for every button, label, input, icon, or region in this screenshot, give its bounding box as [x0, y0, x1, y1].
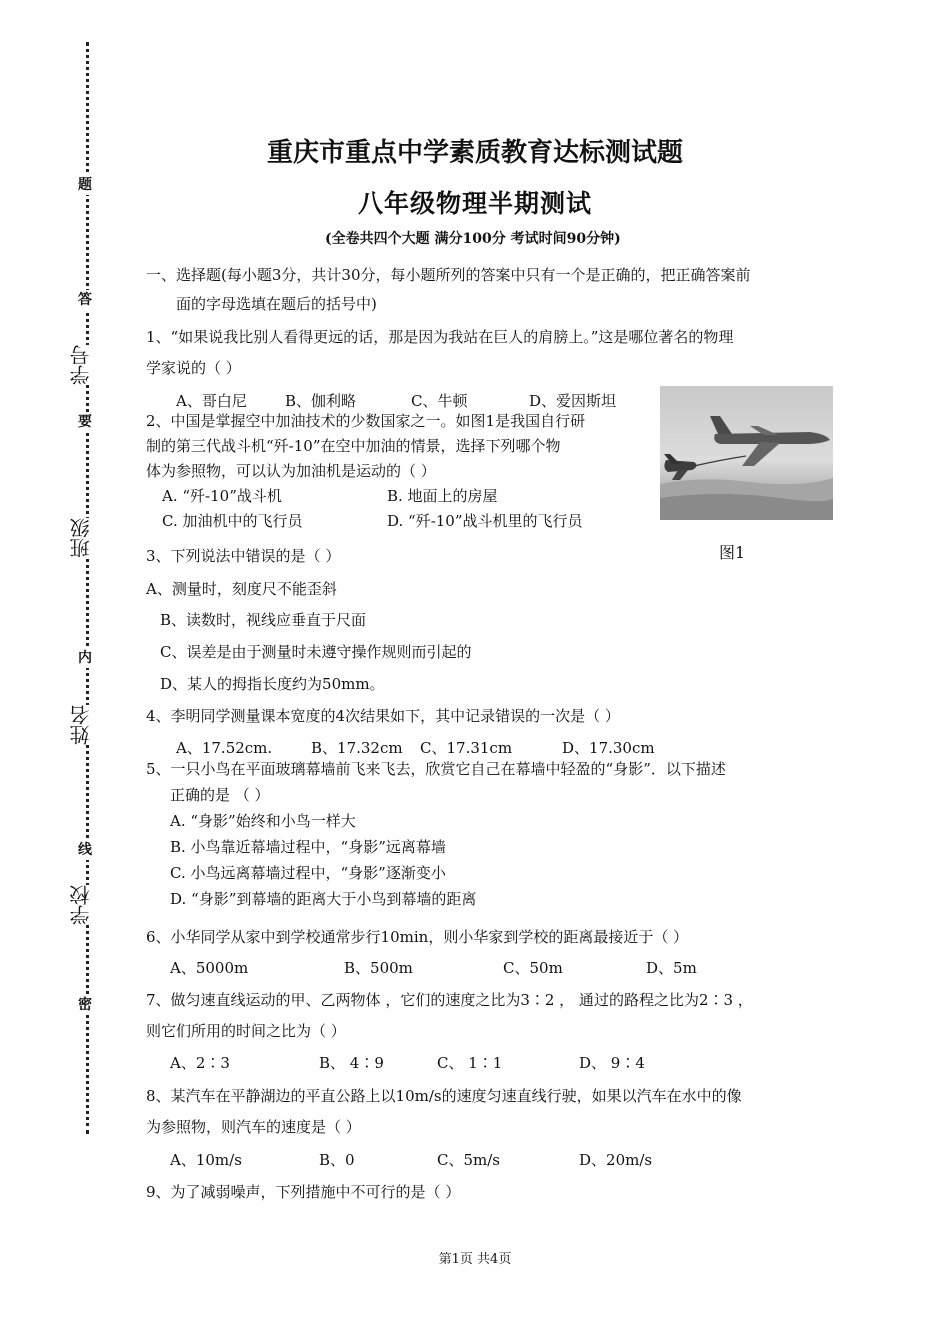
q6-option-d: D、5m — [646, 959, 697, 977]
q7-option-b: B、 4∶9 — [319, 1054, 384, 1072]
q8-option-d: D、20m/s — [579, 1151, 653, 1169]
q6-option-a: A、5000m — [170, 959, 249, 977]
question-2-cont2: 体为参照物，可以认为加油机是运动的（ ） — [146, 462, 436, 480]
question-7-cont: 则它们所用的时间之比为（ ） — [146, 1022, 346, 1040]
q2-option-c: C. 加油机中的飞行员 — [162, 512, 303, 530]
q1-option-a: A、哥白尼 — [176, 392, 247, 410]
q5-option-c: C. 小鸟远离幕墙过程中，“身影”逐渐变小 — [170, 864, 446, 882]
q4-option-c: C、17.31cm — [420, 739, 513, 757]
q2-option-b: B. 地面上的房屋 — [387, 487, 498, 505]
exam-subtitle: 八年级物理半期测试 — [357, 189, 592, 218]
question-3: 3、下列说法中错误的是（ ） — [146, 547, 341, 565]
q3-option-c: C、误差是由于测量时未遵守操作规则而引起的 — [160, 643, 472, 661]
binding-char-nei: 内 — [78, 650, 92, 666]
q5-option-b: B. 小鸟靠近幕墙过程中，“身影”远离幕墙 — [170, 838, 446, 856]
class-label: 班级 — [66, 518, 95, 558]
q3-option-d: D、某人的拇指长度约为50mm。 — [160, 675, 385, 693]
section-heading-cont: 面的字母选填在题后的括号中) — [176, 295, 377, 313]
student-id-label: 学号 — [66, 345, 95, 385]
q6-option-b: B、500m — [344, 959, 413, 977]
question-8: 8、某汽车在平静湖边的平直公路上以10m/s的速度匀速直线行驶，如果以汽车在水中的像 — [146, 1087, 742, 1105]
binding-char-ti: 题 — [78, 177, 92, 193]
q6-option-c: C、50m — [503, 959, 563, 977]
aerial-refueling-image — [660, 386, 833, 520]
question-1-cont: 学家说的（ ） — [146, 359, 241, 377]
question-8-cont: 为参照物，则汽车的速度是（ ） — [146, 1118, 361, 1136]
q1-option-c: C、牛顿 — [411, 392, 468, 410]
q2-option-a: A. “歼-10”战斗机 — [162, 487, 282, 505]
q8-option-c: C、5m/s — [437, 1151, 500, 1169]
q7-option-c: C、 1∶1 — [437, 1054, 503, 1072]
question-6: 6、小华同学从家中到学校通常步行10min，则小华家到学校的距离最接近于（ ） — [146, 928, 689, 946]
name-label: 姓名 — [66, 705, 95, 745]
school-label: 学校 — [66, 885, 95, 925]
binding-char-yao: 要 — [78, 414, 92, 430]
q1-option-d: D、爱因斯坦 — [529, 392, 617, 410]
figure-1-caption: 图1 — [719, 543, 746, 562]
q4-option-d: D、17.30cm — [562, 739, 655, 757]
q2-option-d: D. “歼-10”战斗机里的飞行员 — [387, 512, 583, 530]
section-heading: 一、选择题(每小题3分，共计30分，每小题所列的答案中只有一个是正确的，把正确答案前 — [146, 266, 751, 284]
q8-option-b: B、0 — [319, 1151, 355, 1169]
question-5: 5、一只小鸟在平面玻璃幕墙前飞来飞去，欣赏它自己在幕墙中轻盈的“身影”．以下描述 — [146, 760, 726, 778]
q7-option-d: D、 9∶4 — [579, 1054, 645, 1072]
q1-option-b: B、伽利略 — [285, 392, 357, 410]
question-2: 2、中国是掌握空中加油技术的少数国家之一。如图1是我国自行研 — [146, 412, 586, 430]
question-4: 4、李明同学测量课本宽度的4次结果如下，其中记录错误的一次是（ ） — [146, 707, 620, 725]
question-7: 7、做匀速直线运动的甲、乙两物体 ，它们的速度之比为3∶2 ， 通过的路程之比为2∶3 ， — [146, 991, 753, 1009]
question-9: 9、为了减弱噪声，下列措施中不可行的是（ ） — [146, 1183, 461, 1201]
exam-info: (全卷共四个大题 满分100分 考试时间90分钟) — [325, 231, 621, 247]
binding-char-da: 答 — [78, 292, 92, 308]
q5-option-d: D. “身影”到幕墙的距离大于小鸟到幕墙的距离 — [170, 890, 477, 908]
q8-option-a: A、10m/s — [170, 1151, 242, 1169]
q4-option-a: A、17.52cm. — [176, 739, 273, 757]
exam-title: 重庆市重点中学素质教育达标测试题 — [266, 138, 683, 168]
q7-option-a: A、2∶3 — [170, 1054, 230, 1072]
page-number: 第1页 共4页 — [438, 1252, 512, 1267]
q4-option-b: B、17.32cm — [311, 739, 403, 757]
binding-char-xian: 线 — [78, 842, 92, 858]
question-1: 1、“如果说我比别人看得更远的话，那是因为我站在巨人的肩膀上。”这是哪位著名的物理 — [146, 328, 734, 346]
question-5-cont: 正确的是 （ ） — [170, 786, 270, 804]
q3-option-b: B、读数时，视线应垂直于尺面 — [160, 611, 367, 629]
question-2-cont1: 制的第三代战斗机“歼-10”在空中加油的情景，选择下列哪个物 — [146, 437, 561, 455]
q3-option-a: A、测量时，刻度尺不能歪斜 — [146, 580, 337, 598]
figure-1-photo — [660, 386, 833, 520]
q5-option-a: A. “身影”始终和小鸟一样大 — [170, 812, 356, 830]
binding-char-mi: 密 — [78, 997, 92, 1013]
